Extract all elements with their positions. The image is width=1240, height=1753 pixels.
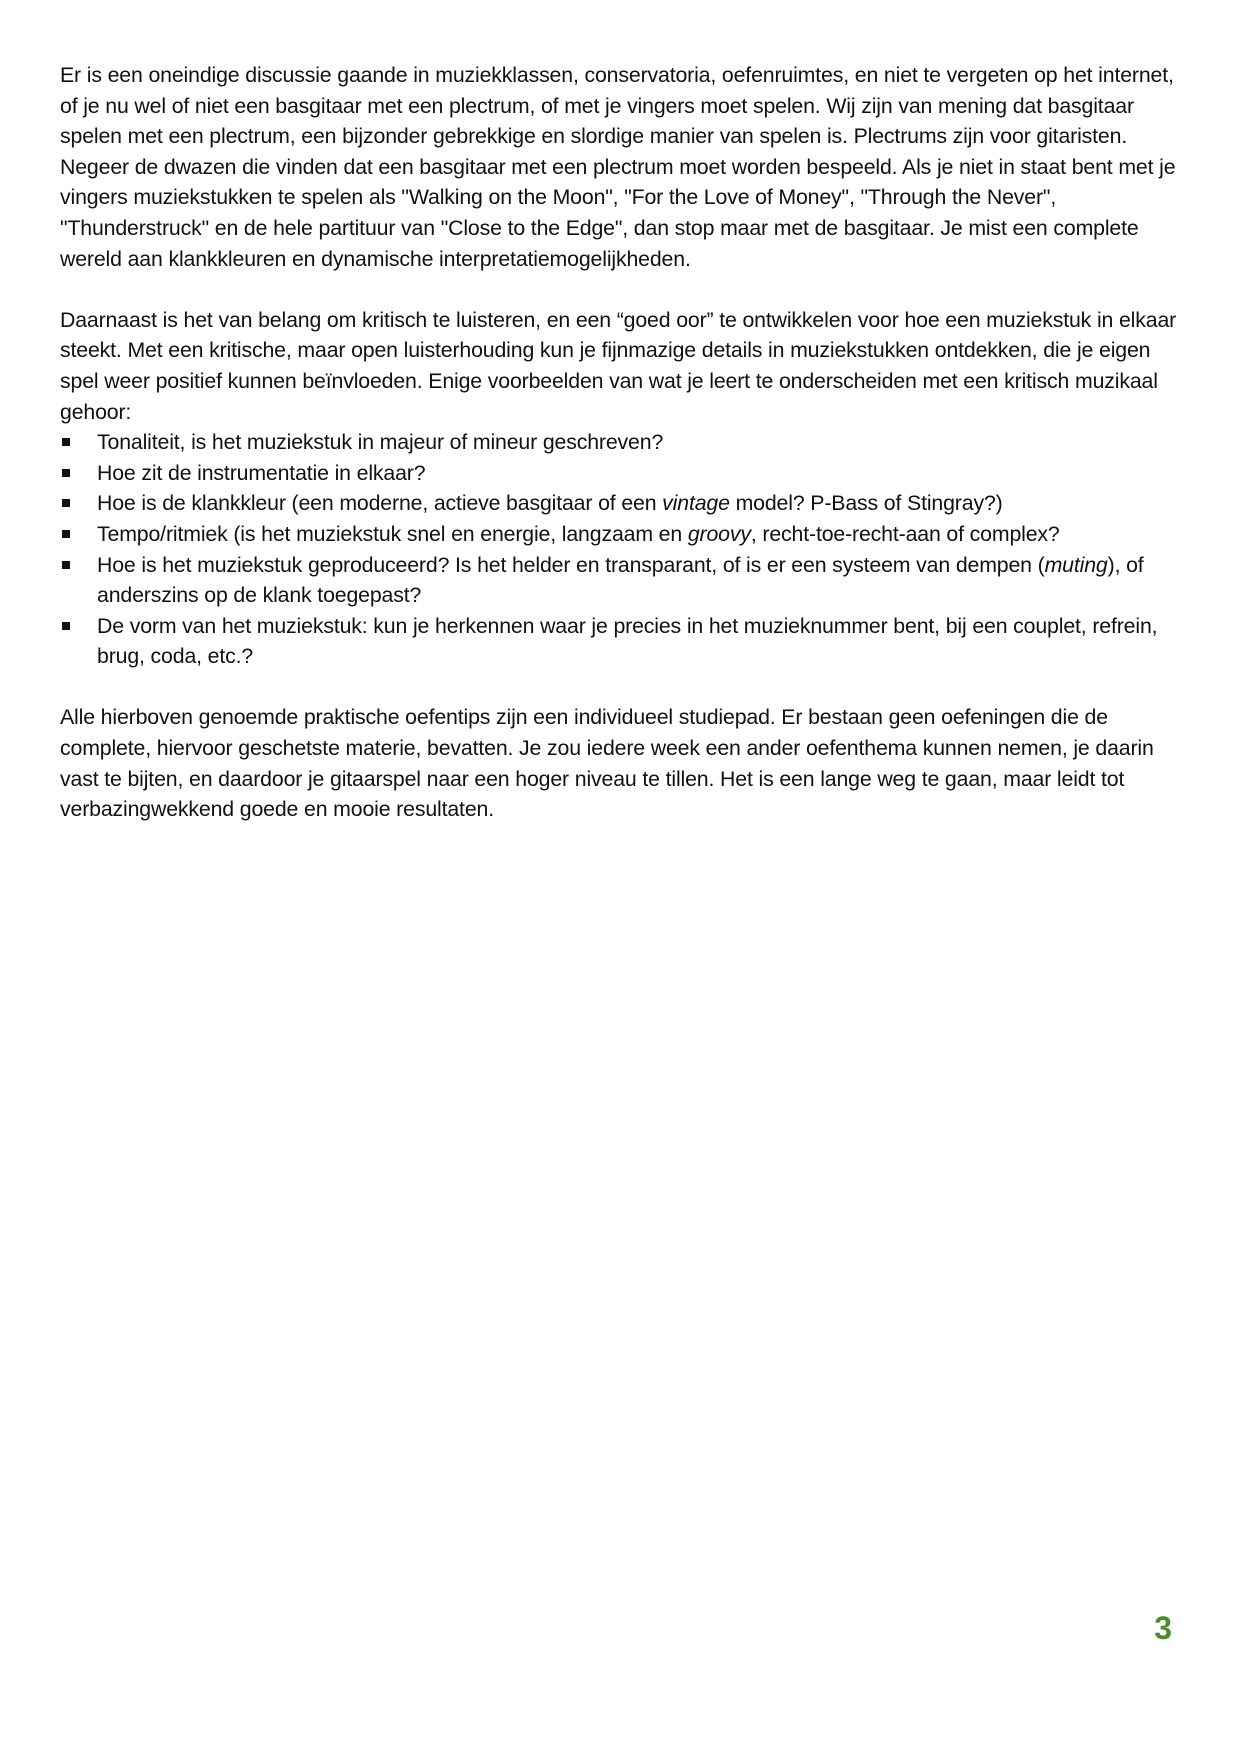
list-item: [60, 427, 1180, 458]
list-item-text-after: , recht-toe-recht-aan of complex?: [750, 521, 1060, 546]
list-item-text-before: Hoe is de klankkleur (een moderne, actieve basgitaar of een: [97, 491, 663, 516]
paragraph-plectrum-discussion: Er is een oneindige discussie gaande in muziekklassen, conservatoria, oefenruimtes, en niet te vergeten op het internet, of je nu wel of niet een basgitaar met een plectrum, of met je vingers moet spelen. Wij zijn van mening dat basgitaar spelen met een plectrum, een bijzonder gebrekkige en slordige manier van spelen is. Plectrums zijn voor gitaristen. Negeer de dwazen die vinden dat een basgitaar met een plectrum moet worden bespeeld. Als je niet in staat bent met je vingers muziekstukken te spelen als "Walking on the Moon", "For the Love of Money", "Through the Never", "Thunderstruck" en de hele partituur van "Close to the Edge", dan stop maar met de basgitaar. Je mist een complete wereld aan klankkleuren en dynamische interpretatiemogelijkheden.: [60, 63, 1176, 271]
list-item-emphasis: groovy: [687, 521, 751, 546]
list-item-text: De vorm van het muziekstuk: kun je herkennen waar je precies in het muzieknummer bent, bij een couplet, refrein, brug, coda, etc.?: [97, 613, 1158, 669]
square-bullet-icon: [62, 561, 70, 569]
listening-examples-list: [60, 427, 1180, 672]
square-bullet-icon: [62, 469, 70, 477]
list-item-text-after: ), of anderszins op de klank toegepast?: [97, 552, 1144, 608]
list-item: [60, 519, 1180, 550]
square-bullet-icon: [62, 438, 70, 446]
list-item-emphasis: vintage: [662, 491, 730, 516]
page-number: 3: [1154, 1610, 1172, 1646]
list-item: [60, 458, 1180, 489]
list-item-text-after: model? P-Bass of Stingray?): [729, 491, 1003, 516]
document-page: [60, 60, 1180, 825]
list-item-text-before: Tempo/ritmiek (is het muziekstuk snel en energie, langzaam en: [97, 521, 688, 546]
paragraph-study-path: Alle hierboven genoemde praktische oefentips zijn een individueel studiepad. Er bestaan geen oefeningen die de complete, hiervoor geschetste materie, bevatten. Je zou iedere week een ander oefenthema kunnen nemen, je daarin vast te bijten, en daardoor je gitaarspel naar een hoger niveau te tillen. Het is een lange weg te gaan, maar leidt tot verbazingwekkend goede en mooie resultaten.: [60, 705, 1154, 822]
list-item: [60, 550, 1180, 611]
list-item-text: Hoe zit de instrumentatie in elkaar?: [97, 460, 426, 485]
list-item: [60, 488, 1180, 519]
list-item-emphasis: muting: [1044, 552, 1108, 577]
list-item-text: Tonaliteit, is het muziekstuk in majeur of mineur geschreven?: [97, 430, 664, 455]
square-bullet-icon: [62, 530, 70, 538]
paragraph-critical-listening: Daarnaast is het van belang om kritisch te luisteren, en een “goed oor” te ontwikkelen voor hoe een muziekstuk in elkaar steekt. Met een kritische, maar open luisterhouding kun je fijnmazige details in muziekstukken ontdekken, die je eigen spel weer positief kunnen beïnvloeden. Enige voorbeelden van wat je leert te onderscheiden met een kritisch muzikaal gehoor:: [60, 307, 1177, 424]
list-item-text-before: Hoe is het muziekstuk geproduceerd? Is het helder en transparant, of is er een systeem van dempen (: [97, 552, 1045, 577]
list-item: [60, 611, 1180, 672]
square-bullet-icon: [62, 622, 70, 630]
square-bullet-icon: [62, 499, 70, 507]
